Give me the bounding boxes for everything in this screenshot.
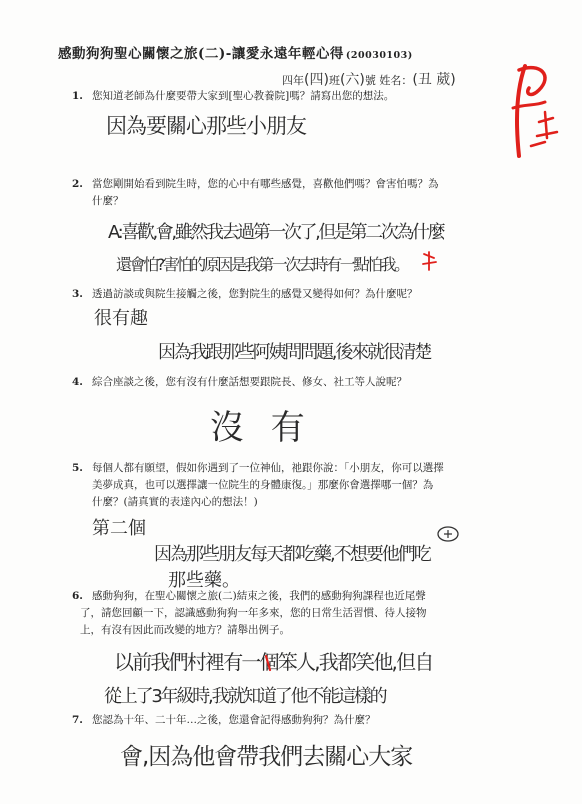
title-text: 感動狗狗聖心關懷之旅(二)-讓愛永遠年輕心得 [58, 46, 344, 62]
student-name: (丑 葳) [412, 72, 456, 88]
question-text: 上，有沒有因此而改變的地方？請舉出例子。 [80, 624, 290, 636]
question-2 [72, 176, 439, 210]
question-text: 了，請您回顧一下，認識感動狗狗一年多來，您的日常生活習慣、待人接物 [80, 607, 427, 619]
question-text: 您知道老師為什麼要帶大家到[聖心教養院]嗎？請寫出您的想法。 [92, 90, 395, 102]
question-number: 4. [72, 376, 83, 388]
question-1 [72, 88, 394, 105]
answer-1-line-1: 因為要關心那些小朋友 [106, 114, 306, 138]
number-label: 號 姓名： [364, 74, 413, 87]
answer-5-line-2: 因為那些朋友每天都吃藥,不想要他們吃 [154, 544, 430, 565]
answer-3-line-1: 很有趣 [94, 308, 148, 329]
question-text: 透過訪談或與院生接觸之後，您對院生的感覺又變得如何？為什麼呢？ [92, 288, 418, 300]
answer-3-line-2: 因為我跟那些阿姨問問題,後來就很清楚 [158, 342, 431, 363]
question-number: 2. [72, 178, 83, 190]
question-text: 您認為十年、二十年…之後，您還會記得感動狗狗？為什麼？ [92, 714, 376, 726]
worksheet-title [58, 42, 528, 62]
question-text: 當您剛開始看到院生時，您的心中有哪些感覺，喜歡他們嗎？會害怕嗎？為 [92, 178, 439, 190]
question-number: 5. [72, 462, 83, 474]
class-label: 班 [328, 74, 340, 87]
question-text: 綜合座談之後，您有沒有什麼話想要跟院長、修女、社工等人說呢？ [92, 376, 407, 388]
red-correction-mark [420, 250, 440, 274]
grade-value: (四) [304, 72, 329, 88]
answer-2-line-1: A:喜歡,會,雖然我去過第一次了,但是第二次為什麼 [108, 222, 444, 243]
question-number: 6. [72, 590, 83, 602]
question-3 [72, 286, 418, 303]
answer-5-line-3: 那些藥。 [168, 570, 240, 591]
question-5 [72, 460, 444, 511]
answer-7-line-1: 會,因為他會帶我們去關心大家 [120, 744, 413, 770]
question-text: 每個人都有願望，假如你遇到了一位神仙，祂跟你說：「小朋友，你可以選擇 [92, 462, 444, 474]
student-info-line [282, 69, 456, 89]
title-date: (20030103) [345, 50, 413, 61]
question-text: 感動狗狗，在聖心關懷之旅(二)結束之後，我們的感動狗狗課程也近尾聲 [92, 590, 426, 602]
question-text: 什麼？(請真實的表達內心的想法！) [92, 496, 258, 508]
question-number: 1. [72, 90, 83, 102]
answer-5-line-1: 第二個 [92, 518, 146, 539]
question-6 [72, 588, 427, 639]
answer-2-line-2: 還會怕?害怕的原因是我第一次去時有一點怕我。 [116, 255, 408, 274]
question-text: 什麼？ [92, 195, 124, 207]
question-number: 7. [72, 714, 83, 726]
answer-6-line-2: 從上了3年級時,我就知道了他不能這樣的 [104, 686, 386, 707]
class-value: (六) [339, 72, 365, 88]
question-number: 3. [72, 288, 83, 300]
question-7 [72, 712, 376, 729]
annotation-mark [436, 524, 460, 544]
teacher-signature [495, 58, 565, 168]
question-text: 美夢成真，也可以選擇讓一位院生的身體康復。」那麼你會選擇哪一個？為 [92, 479, 434, 491]
answer-4-line-1: 沒 有 [210, 408, 313, 448]
grade-label: 四年 [282, 74, 304, 87]
answer-6-line-1: 以前我們村裡有一個笨人,我都笑他,但自 [114, 650, 433, 674]
question-4 [72, 374, 407, 391]
red-tick-mark [262, 652, 276, 674]
